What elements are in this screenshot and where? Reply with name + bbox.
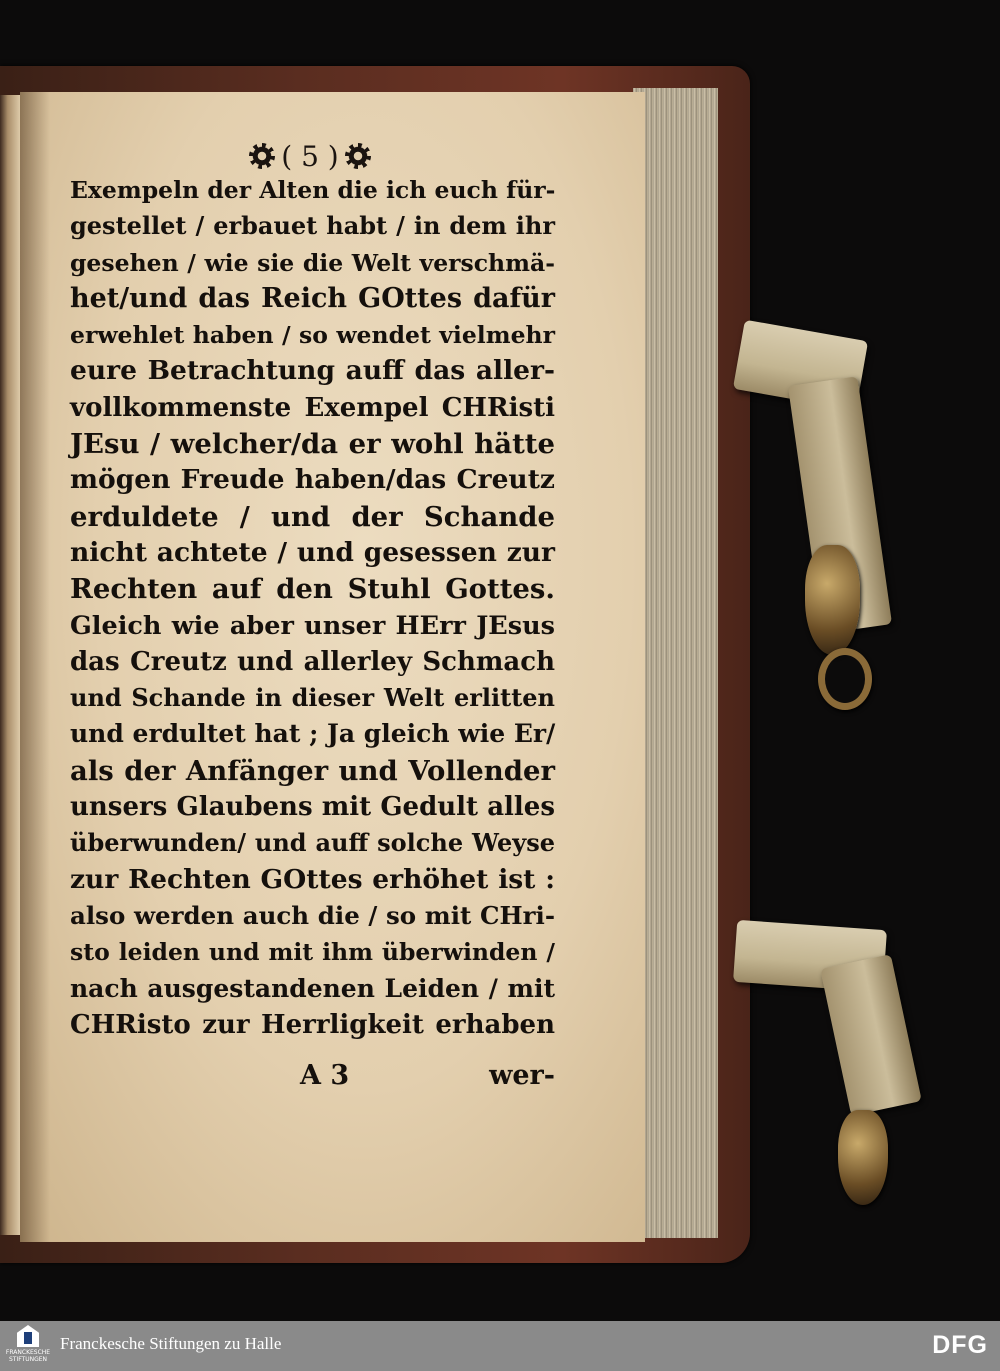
page-header: [245, 138, 375, 174]
text-line: also werden auch die / so mit CHri-: [70, 900, 555, 930]
metal-clasp-lower: [838, 1110, 888, 1205]
text-line: nach ausgestandenen Leiden / mit: [70, 973, 555, 1003]
flower-ornament-icon: [345, 143, 371, 169]
page-edges: [633, 88, 718, 1238]
text-line: das Creutz und allerley Schmach: [70, 646, 555, 677]
text-line: gestellet / erbauet habt / in dem ihr: [70, 211, 555, 241]
text-line: CHRisto zur Herrligkeit erhaben: [70, 1009, 555, 1040]
text-line: als der Anfänger und Vollender: [70, 754, 555, 787]
text-line: sto leiden und mit ihm überwinden /: [70, 938, 555, 967]
text-line: vollkommenste Exempel CHRisti: [70, 392, 555, 423]
text-line: und erdultet hat ; Ja gleich wie Er/: [70, 719, 556, 749]
franckesche-logo-icon: [17, 1325, 39, 1347]
text-line: eure Betrachtung auff das aller-: [70, 355, 555, 387]
text-line: het/und das Reich GOttes dafür: [70, 282, 555, 314]
page-number: ( 5 ): [281, 139, 339, 173]
page-footer: [70, 1060, 555, 1100]
left-page-edge: [0, 95, 22, 1235]
text-line: erwehlet haben / so wendet vielmehr: [70, 321, 555, 350]
text-line: JEsu / welcher/da er wohl hätte: [70, 428, 555, 461]
text-line: und Schande in dieser Welt erlitten: [70, 683, 555, 713]
text-line: Gleich wie aber unser HErr JEsus: [70, 610, 555, 641]
clasp-strap-lower-fold: [820, 954, 922, 1116]
text-line: gesehen / wie sie die Welt verschmä-: [70, 248, 555, 277]
logo-text: FRANCKESCHE STIFTUNGEN: [5, 1349, 51, 1363]
flower-ornament-icon: [249, 143, 275, 169]
text-line: Exempeln der Alten die ich euch für-: [70, 176, 556, 204]
text-line: unsers Glaubens mit Gedult alles: [70, 792, 555, 823]
text-line: zur Rechten GOttes erhöhet ist :: [70, 863, 555, 895]
institution-name[interactable]: Franckesche Stiftungen zu Halle: [60, 1334, 282, 1353]
text-line: nicht achtete / und gesessen zur: [70, 536, 555, 568]
text-line: mögen Freude haben/das Creutz: [70, 464, 555, 496]
dfg-logo[interactable]: DFG: [932, 1331, 988, 1359]
institution-logo[interactable]: [5, 1325, 51, 1367]
gutter-shadow: [20, 92, 50, 1242]
catchword: wer-: [489, 1060, 555, 1091]
page-text: [70, 172, 555, 1043]
clasp-ring: [818, 648, 872, 710]
text-line: erduldete / und der Schande: [70, 500, 555, 533]
signature-mark: A 3: [300, 1060, 350, 1091]
text-line: Rechten auf den Stuhl Gottes.: [70, 573, 555, 606]
metal-clasp-upper: [805, 545, 860, 655]
text-line: überwunden/ und auff solche Weyse: [70, 828, 555, 858]
